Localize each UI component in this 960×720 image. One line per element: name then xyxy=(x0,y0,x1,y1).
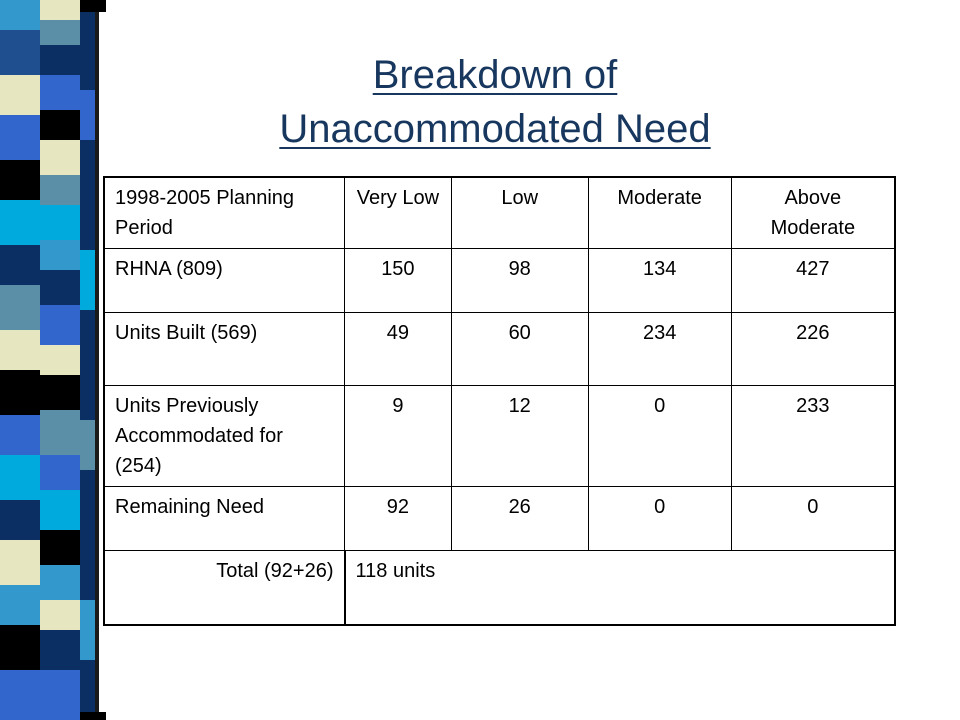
title-line-1 xyxy=(110,48,880,102)
cell-moderate: 0 xyxy=(588,386,731,487)
table-row xyxy=(104,249,895,313)
row-label: Units Previously Accommodated for (254) xyxy=(104,386,345,487)
row-label: Remaining Need xyxy=(104,487,345,551)
page-title xyxy=(110,48,880,156)
cell-moderate: 234 xyxy=(588,313,731,386)
header-above-moderate: Above Moderate xyxy=(731,177,895,249)
cell-very-low: 9 xyxy=(345,386,452,487)
decorative-stripe-bar xyxy=(0,0,110,720)
cell-very-low: 150 xyxy=(345,249,452,313)
cell-low: 98 xyxy=(451,249,588,313)
total-value: 118 units xyxy=(345,551,896,625)
cell-above-moderate: 233 xyxy=(731,386,895,487)
cell-low: 26 xyxy=(451,487,588,551)
header-moderate: Moderate xyxy=(588,177,731,249)
cell-moderate: 134 xyxy=(588,249,731,313)
cell-moderate: 0 xyxy=(588,487,731,551)
cell-very-low: 49 xyxy=(345,313,452,386)
cell-low: 60 xyxy=(451,313,588,386)
title-line-2-text: Unaccommodated Need xyxy=(279,107,711,151)
header-period: 1998-2005 Planning Period xyxy=(104,177,345,249)
table-row xyxy=(104,386,895,487)
row-label: Units Built (569) xyxy=(104,313,345,386)
row-label: RHNA (809) xyxy=(104,249,345,313)
header-low: Low xyxy=(451,177,588,249)
cell-above-moderate: 427 xyxy=(731,249,895,313)
table-row xyxy=(104,313,895,386)
cell-above-moderate: 226 xyxy=(731,313,895,386)
table-total-row xyxy=(104,551,895,625)
title-line-2 xyxy=(110,102,880,156)
cell-above-moderate: 0 xyxy=(731,487,895,551)
title-line-1-text: Breakdown of xyxy=(372,53,618,97)
total-label: Total (92+26) xyxy=(104,551,345,625)
cell-very-low: 92 xyxy=(345,487,452,551)
need-breakdown-table xyxy=(103,176,896,626)
table-header-row xyxy=(104,177,895,249)
table-row xyxy=(104,487,895,551)
header-very-low: Very Low xyxy=(345,177,452,249)
cell-low: 12 xyxy=(451,386,588,487)
